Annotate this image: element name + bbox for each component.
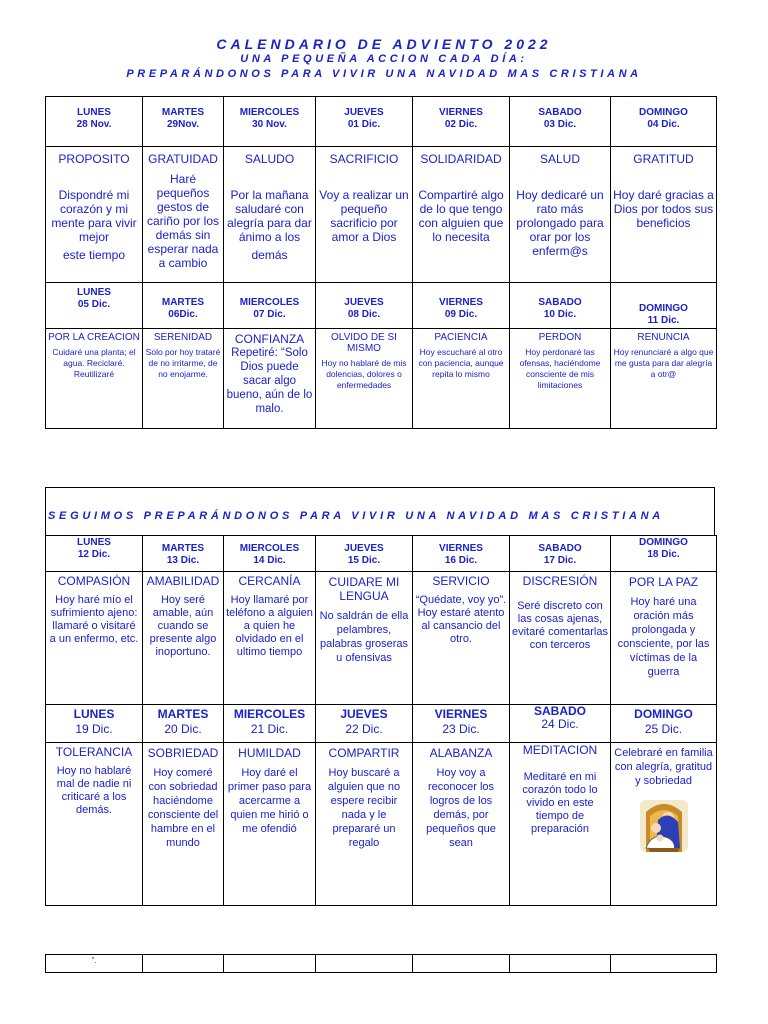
week2-cell-4: OLVIDO DE SI MISMO Hoy no hablaré de mis dolencias, dolores o enfermedades xyxy=(316,329,413,429)
week1-day-6: SABADO 03 Dic. xyxy=(510,97,611,147)
calendar-subtitle-2: PREPARÁNDONOS PARA VIVIR UNA NAVIDAD MAS CRISTIANA xyxy=(126,68,642,80)
week1-content-row xyxy=(46,147,717,283)
week3-cell-2: AMABILIDAD Hoy seré amable, aún cuando se presente algo inoportuno. xyxy=(143,572,224,705)
week2-day-2: MARTES 06Dic. xyxy=(143,283,224,329)
footer-row xyxy=(46,955,717,973)
week1-cell-3: SALUDO Por la mañana saludaré con alegría para dar ánimo a los demás xyxy=(224,147,316,283)
advent-table-3 xyxy=(45,954,717,973)
week1-cell-5: SOLIDARIDAD Compartiré algo de lo que tengo con alguien que lo necesita xyxy=(413,147,510,283)
nativity-icon xyxy=(638,798,690,854)
week2-day-4: JUEVES 08 Dic. xyxy=(316,283,413,329)
week3-day-2: MARTES 13 Dic. xyxy=(143,536,224,572)
week4-cell-3: HUMILDAD Hoy daré el primer paso para acercarme a quien me hirió o me ofendió xyxy=(224,743,316,906)
week1-cell-7: GRATITUD Hoy daré gracias a Dios por todos sus beneficios xyxy=(611,147,717,283)
week2-cell-5: PACIENCIA Hoy escucharé al otro con paciencia, aunque repita lo mismo xyxy=(413,329,510,429)
week3-cell-6: DISCRESIÓN Seré discreto con las cosas ajenas, evitaré comentarlas con terceros xyxy=(510,572,611,705)
footer-cell xyxy=(316,955,413,973)
week1-cell-2: GRATUIDAD Haré pequeños gestos de cariño por los demás sin esperar nada a cambio xyxy=(143,147,224,283)
week2-cell-3: CONFIANZA Repetiré: “Solo Dios puede sacar algo bueno, aún de lo malo. xyxy=(224,329,316,429)
week1-day-1: LUNES 28 Nov. xyxy=(46,97,143,147)
week2-cell-2: SERENIDAD Solo por hoy trataré de no irritarme, de no enojarme. xyxy=(143,329,224,429)
week1-cell-1: PROPOSITO Dispondré mi corazón y mi mente para vivir mejor este tiempo xyxy=(46,147,143,283)
footer-cell xyxy=(611,955,717,973)
week4-content-row xyxy=(46,743,717,906)
week2-day-5: VIERNES 09 Dic. xyxy=(413,283,510,329)
footer-cell xyxy=(510,955,611,973)
footer-mark: ". xyxy=(46,955,143,973)
week4-cell-2: SOBRIEDAD Hoy comeré con sobriedad haciéndome consciente del hambre en el mundo xyxy=(143,743,224,906)
footer-cell xyxy=(224,955,316,973)
week4-day-1: LUNES 19 Dic. xyxy=(46,705,143,743)
week2-cell-7: RENUNCIA Hoy renunciaré a algo que me gusta para dar alegría a otr@ xyxy=(611,329,717,429)
week3-cell-5: SERVICIO “Quédate, voy yo”. Hoy estaré atento al cansancio del otro. xyxy=(413,572,510,705)
week3-cell-7: POR LA PAZ Hoy haré una oración más prolongada y consciente, por las víctimas de la guerra xyxy=(611,572,717,705)
week4-day-3: MIERCOLES 21 Dic. xyxy=(224,705,316,743)
week1-day-4: JUEVES 01 Dic. xyxy=(316,97,413,147)
week3-cell-1: COMPASIÓN Hoy haré mío el sufrimiento ajeno: llamaré o visitaré a un enfermo, etc. xyxy=(46,572,143,705)
week3-day-5: VIERNES 16 Dic. xyxy=(413,536,510,572)
week4-day-7: DOMINGO 25 Dic. xyxy=(611,705,717,743)
footer-cell xyxy=(413,955,510,973)
week2-day-6: SABADO 10 Dic. xyxy=(510,283,611,329)
week1-cell-6: SALUD Hoy dedicaré un rato más prolongado para orar por los enferm@s xyxy=(510,147,611,283)
week3-content-row xyxy=(46,572,717,705)
week4-cell-5: ALABANZA Hoy voy a reconocer los logros de los demás, por pequeños que sean xyxy=(413,743,510,906)
week3-cell-3: CERCANÍA Hoy llamaré por teléfono a alguien a quien he olvidado en el ultimo tiempo xyxy=(224,572,316,705)
week1-day-7: DOMINGO 04 Dic. xyxy=(611,97,717,147)
week1-header-row xyxy=(46,97,717,147)
calendar-subtitle: UNA PEQUEÑA ACCION CADA DÍA: xyxy=(240,53,528,65)
advent-table-2 xyxy=(45,535,717,906)
week1-day-3: MIERCOLES 30 Nov. xyxy=(224,97,316,147)
week2-day-1: LUNES 05 Dic. xyxy=(46,283,143,329)
week4-cell-6: MEDITACION Meditaré en mi corazón todo lo vivido en este tiempo de preparación xyxy=(510,743,611,906)
advent-table-1 xyxy=(45,96,717,429)
week4-header-row xyxy=(46,705,717,743)
week1-cell-4: SACRIFICIO Voy a realizar un pequeño sacrificio por amor a Dios xyxy=(316,147,413,283)
week3-day-4: JUEVES 15 Dic. xyxy=(316,536,413,572)
week4-cell-1: TOLERANCIA Hoy no hablaré mal de nadie ni criticaré a los demás. xyxy=(46,743,143,906)
week3-day-7: DOMINGO 18 Dic. xyxy=(611,536,717,572)
week4-day-5: VIERNES 23 Dic. xyxy=(413,705,510,743)
week2-cell-6: PERDON Hoy perdonaré las ofensas, haciéndome consciente de mis limitaciones xyxy=(510,329,611,429)
week1-day-2: MARTES 29Nov. xyxy=(143,97,224,147)
week3-day-1: LUNES 12 Dic. xyxy=(46,536,143,572)
week2-day-7: DOMINGO 11 Dic. xyxy=(611,283,717,329)
week2-day-3: MIERCOLES 07 Dic. xyxy=(224,283,316,329)
week1-day-5: VIERNES 02 Dic. xyxy=(413,97,510,147)
week3-header-row xyxy=(46,536,717,572)
week2-cell-1: POR LA CREACION Cuidaré una planta; el agua. Reciclaré. Reutilizaré xyxy=(46,329,143,429)
footer-cell xyxy=(143,955,224,973)
week4-day-4: JUEVES 22 Dic. xyxy=(316,705,413,743)
week3-day-3: MIERCOLES 14 Dic. xyxy=(224,536,316,572)
week2-header-row xyxy=(46,283,717,329)
section2-title: SEGUIMOS PREPARÁNDONOS PARA VIVIR UNA NAVIDAD MAS CRISTIANA xyxy=(48,510,664,522)
week4-cell-7: Celebraré en familia con alegría, gratitud y sobriedad xyxy=(611,743,717,906)
week2-content-row xyxy=(46,329,717,429)
week4-cell-4: COMPARTIR Hoy buscaré a alguien que no espere recibir nada y le prepararé un regalo xyxy=(316,743,413,906)
week4-day-2: MARTES 20 Dic. xyxy=(143,705,224,743)
week3-day-6: SABADO 17 Dic. xyxy=(510,536,611,572)
calendar-title: CALENDARIO DE ADVIENTO 2022 xyxy=(216,36,552,52)
week3-cell-4: CUIDARE MI LENGUA No saldrán de ella pelambres, palabras groseras u ofensivas xyxy=(316,572,413,705)
week4-day-6: SABADO 24 Dic. xyxy=(510,705,611,743)
